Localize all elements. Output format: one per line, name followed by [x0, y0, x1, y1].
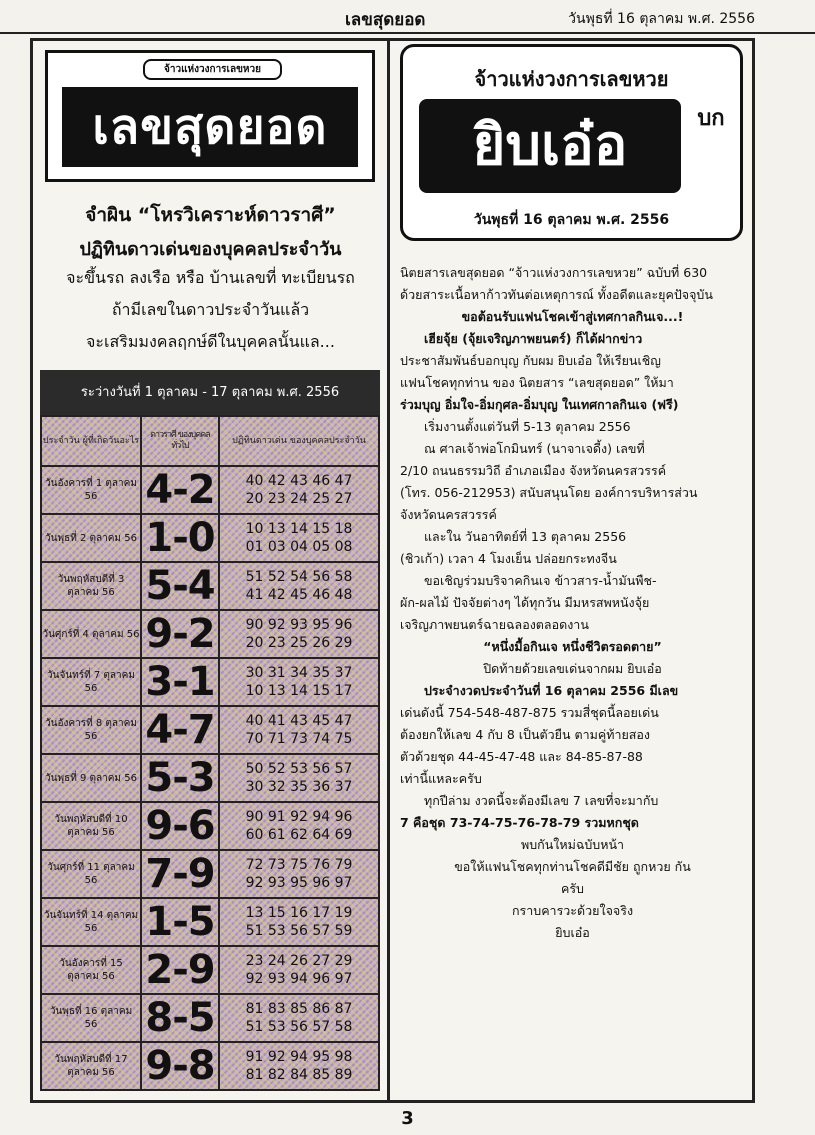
article-line: 2/10 ถนนธรรมวิถี อำเภอเมือง จังหวัดนครสวรรค์ — [400, 463, 667, 478]
right-logo-name: ยิบเอ๋อ — [419, 99, 681, 193]
left-logo-title: เลขสุดยอด — [62, 87, 358, 167]
row-day: วันพุธที่ 16 ตุลาคม 56 — [41, 994, 141, 1042]
row-star-number: 4-2 — [141, 466, 219, 514]
horoscope-table — [40, 370, 380, 1095]
row-day: วันอังคารที่ 8 ตุลาคม 56 — [41, 706, 141, 754]
row-day: วันพฤหัสบดีที่ 10 ตุลาคม 56 — [41, 802, 141, 850]
article-line: ผัก-ผลไม้ ปัจจัยต่างๆ ได้ทุกวัน มีมหรสพหนังจุ้ย — [400, 595, 650, 610]
row-numbers — [219, 466, 379, 514]
row-numbers-line-2: 10 13 14 15 17 — [245, 683, 353, 699]
row-day: วันอังคารที่ 15 ตุลาคม 56 — [41, 946, 141, 994]
row-star-number: 3-1 — [141, 658, 219, 706]
article-line: และใน วันอาทิตย์ที่ 13 ตุลาคม 2556 — [424, 529, 627, 544]
article-line: ด้วยสาระเนื้อหาก้าวทันต่อเหตุการณ์ ทั้งอดีตและยุคปัจจุบัน — [400, 287, 713, 302]
row-numbers — [219, 850, 379, 898]
article-line: นิตยสารเลขสุดยอด “จ้าวแห่งวงการเลขหวย” ฉบับที่ 630 — [400, 265, 708, 280]
article-signature: ยิบเอ๋อ — [555, 925, 590, 940]
article-line: ขอต้อนรับแฟนโชคเข้าสู่เทศกาลกินเจ...! — [461, 309, 684, 324]
row-day: วันอังคารที่ 1 ตุลาคม 56 — [41, 466, 141, 514]
row-star-number: 9-6 — [141, 802, 219, 850]
article-line: ประชาสัมพันธ์บอกบุญ กับผม ยิบเอ๋อ ให้เรียนเชิญ — [400, 353, 661, 368]
table-title: ระว่างวันที่ 1 ตุลาคม - 17 ตุลาคม พ.ศ. 2556 — [40, 370, 380, 415]
row-numbers — [219, 562, 379, 610]
headline-3: จะขึ้นรถ ลงเรือ หรือ บ้านเลขที่ ทะเบียนรถ — [66, 268, 355, 287]
col-header-star: ดาวราศี ของบุคคลทั่วไป — [141, 416, 219, 466]
table-row — [41, 562, 379, 610]
row-star-number: 9-2 — [141, 610, 219, 658]
row-day: วันพุธที่ 9 ตุลาคม 56 — [41, 754, 141, 802]
table-row — [41, 514, 379, 562]
page-header — [0, 0, 815, 34]
row-numbers-line-1: 51 52 54 56 58 — [245, 569, 353, 585]
article-line: ขอเชิญร่วมบริจาคกินเจ ข้าวสาร-น้ำมันพืช- — [424, 573, 657, 588]
article-line: ทุกปีล่าม งวดนี้จะต้องมีเลข 7 เลขที่จะมากับ — [424, 793, 659, 808]
row-numbers-line-1: 10 13 14 15 18 — [245, 521, 353, 537]
row-numbers — [219, 802, 379, 850]
headline-4: ถ้ามีเลขในดาวประจำวันแล้ว — [111, 300, 310, 319]
row-numbers-line-1: 23 24 26 27 29 — [245, 953, 353, 969]
row-numbers-line-2: 92 93 95 96 97 — [245, 875, 353, 891]
article-line: เจริญภาพยนตร์ฉายฉลองตลอดงาน — [400, 617, 589, 632]
row-numbers-line-1: 40 41 43 45 47 — [245, 713, 353, 729]
header-title: เลขสุดยอด — [345, 10, 426, 30]
row-numbers — [219, 946, 379, 994]
article-line: เด่นดังนี้ 754-548-487-875 รวมสี่ชุดนี้ลอยเด่น — [400, 705, 659, 720]
row-numbers — [219, 994, 379, 1042]
table-row — [41, 898, 379, 946]
article-line: ต้องยกให้เลข 4 กับ 8 เป็นตัวยืน ตามคู่ท้ายสอง — [400, 727, 651, 742]
row-numbers-line-1: 30 31 34 35 37 — [245, 665, 353, 681]
table-row — [41, 466, 379, 514]
row-numbers-line-2: 70 71 73 74 75 — [245, 731, 353, 747]
right-logo-date: วันพุธที่ 16 ตุลาคม พ.ศ. 2556 — [473, 212, 670, 228]
row-star-number: 9-8 — [141, 1042, 219, 1090]
row-day: วันจันทร์ที่ 7 ตุลาคม 56 — [41, 658, 141, 706]
article-body — [400, 262, 745, 944]
table-row — [41, 658, 379, 706]
row-numbers-line-1: 40 42 43 46 47 — [245, 473, 353, 489]
row-star-number: 2-9 — [141, 946, 219, 994]
left-logo-tagline: จ้าวแห่งวงการเลขหวย — [143, 59, 282, 80]
row-numbers-line-2: 20 23 25 26 29 — [245, 635, 353, 651]
article-line: แฟนโชคทุกท่าน ของ นิตยสาร “เลขสุดยอด” ให้มา — [400, 375, 674, 390]
article-line: จังหวัดนครสวรรค์ — [400, 507, 497, 522]
row-star-number: 4-7 — [141, 706, 219, 754]
row-numbers — [219, 1042, 379, 1090]
article-line: พบกันใหม่ฉบับหน้า — [520, 837, 625, 852]
col-header-numbers: ปฏิทินดาวเด่น ของบุคคลประจำวัน — [219, 416, 379, 466]
row-star-number: 1-0 — [141, 514, 219, 562]
left-logo — [45, 50, 375, 182]
table-row — [41, 1042, 379, 1090]
article-line: ขอให้แฟนโชคทุกท่านโชคดีมีชัย ถูกหวย กัน — [454, 859, 691, 874]
row-numbers-line-1: 90 92 93 95 96 — [245, 617, 353, 633]
article-line: เริ่มงานตั้งแต่วันที่ 5-13 ตุลาคม 2556 — [424, 419, 631, 434]
article-line: เท่านี้แหละครับ — [400, 771, 482, 786]
row-numbers-line-2: 20 23 24 25 27 — [245, 491, 353, 507]
row-numbers — [219, 898, 379, 946]
table-row — [41, 946, 379, 994]
row-numbers — [219, 514, 379, 562]
article-line: (ชิวเก้า) เวลา 4 โมงเย็น ปล่อยกระทงจีน — [400, 551, 617, 566]
row-star-number: 5-3 — [141, 754, 219, 802]
article-line: ครับ — [560, 881, 584, 896]
article-line: กราบคารวะด้วยใจจริง — [511, 903, 634, 918]
row-numbers-line-1: 72 73 75 76 79 — [245, 857, 353, 873]
row-numbers-line-1: 90 91 92 94 96 — [245, 809, 353, 825]
row-day: วันศุกร์ที่ 4 ตุลาคม 56 — [41, 610, 141, 658]
row-day: วันพุธที่ 2 ตุลาคม 56 — [41, 514, 141, 562]
row-star-number: 1-5 — [141, 898, 219, 946]
article-line: ตัวด้วยชุด 44-45-47-48 และ 84-85-87-88 — [400, 749, 643, 764]
table-row — [41, 706, 379, 754]
article-line: ณ ศาลเจ้าพ่อโกมินทร์ (นาจาเจดี้ง) เลขที่ — [424, 441, 645, 456]
headline-1: จำผิน “โหรวิเคราะห์ดาวราศี” — [85, 204, 336, 226]
column-divider — [387, 38, 390, 1103]
article-line: 7 คือชุด 73-74-75-76-78-79 รวมหกชุด — [400, 815, 639, 830]
row-numbers-line-1: 81 83 85 86 87 — [245, 1001, 353, 1017]
table-row — [41, 994, 379, 1042]
row-numbers-line-1: 50 52 53 56 57 — [245, 761, 353, 777]
right-logo-editor-mark: บก — [697, 106, 725, 131]
row-numbers — [219, 754, 379, 802]
row-day: วันพฤหัสบดีที่ 17 ตุลาคม 56 — [41, 1042, 141, 1090]
table-row — [41, 754, 379, 802]
table-row — [41, 610, 379, 658]
row-star-number: 7-9 — [141, 850, 219, 898]
article-line: ปิดท้ายด้วยเลขเด่นจากผม ยิบเอ๋อ — [483, 661, 662, 676]
right-logo — [400, 44, 743, 241]
article-line: เฮียจุ้ย (จุ้ยเจริญภาพยนตร์) ก็ได้ฝากข่าว — [424, 331, 643, 346]
row-numbers-line-2: 92 93 94 96 97 — [245, 971, 353, 987]
article-line: ร่วมบุญ อิ่มใจ-อิ่มกุศล-อิ่มบุญ ในเทศกาลกินเจ (ฟรี) — [400, 397, 679, 412]
row-day: วันศุกร์ที่ 11 ตุลาคม 56 — [41, 850, 141, 898]
article-line: ประจำงวดประจำวันที่ 16 ตุลาคม 2556 มีเลข — [424, 683, 679, 698]
headline-2: ปฏิทินดาวเด่นของบุคคลประจำวัน — [79, 239, 342, 260]
table-grid — [40, 415, 380, 1091]
row-numbers-line-2: 51 53 56 57 59 — [245, 923, 353, 939]
header-date: วันพุธที่ 16 ตุลาคม พ.ศ. 2556 — [568, 11, 755, 27]
row-numbers-line-1: 13 15 16 17 19 — [245, 905, 353, 921]
row-numbers-line-1: 91 92 94 95 98 — [245, 1049, 353, 1065]
row-numbers — [219, 658, 379, 706]
row-numbers-line-2: 81 82 84 85 89 — [245, 1067, 353, 1083]
col-header-day: ประจำวัน ผู้ที่เกิดวันอะไร — [41, 416, 141, 466]
row-star-number: 5-4 — [141, 562, 219, 610]
row-day: วันพฤหัสบดีที่ 3 ตุลาคม 56 — [41, 562, 141, 610]
table-row — [41, 802, 379, 850]
page-number: 3 — [401, 1108, 414, 1129]
row-numbers-line-2: 41 42 45 46 48 — [245, 587, 353, 603]
row-numbers-line-2: 51 53 56 57 58 — [245, 1019, 353, 1035]
row-numbers — [219, 610, 379, 658]
row-day: วันจันทร์ที่ 14 ตุลาคม 56 — [41, 898, 141, 946]
article-line: (โทร. 056-212953) สนับสนุนโดย องค์การบริหารส่วน — [400, 485, 698, 500]
row-numbers-line-2: 60 61 62 64 69 — [245, 827, 353, 843]
right-logo-tagline: จ้าวแห่งวงการเลขหวย — [474, 67, 669, 91]
row-numbers — [219, 706, 379, 754]
article-slogan: “หนึ่งมื้อกินเจ หนึ่งชีวิตรอดตาย” — [483, 639, 662, 654]
row-numbers-line-2: 01 03 04 05 08 — [245, 539, 353, 555]
row-star-number: 8-5 — [141, 994, 219, 1042]
headline-5: จะเสริมมงคลฤกษ์ดีในบุคคลนั้นแล... — [86, 332, 335, 351]
row-numbers-line-2: 30 32 35 36 37 — [245, 779, 353, 795]
table-row — [41, 850, 379, 898]
